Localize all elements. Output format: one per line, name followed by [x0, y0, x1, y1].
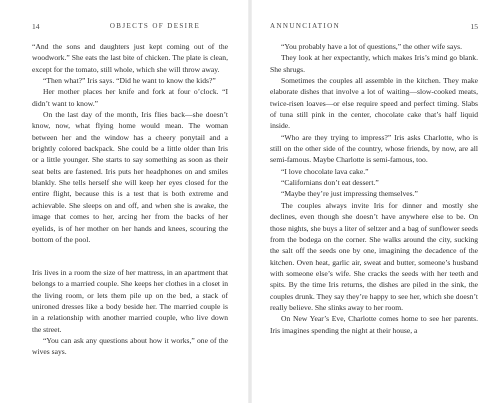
- paragraph: “Californians don’t eat dessert.”: [281, 178, 379, 188]
- page-number-right: 15: [470, 22, 478, 31]
- paragraph: “You can ask any questions about how it works,” one of the wives says.: [32, 336, 228, 357]
- right-body-text: [270, 41, 478, 336]
- paragraph: “Then what?” Iris says. “Did he want to know the kids?”: [43, 76, 216, 86]
- paragraph: Sometimes the couples all assemble in the kitchen. They make elaborate dishes that involve a lot of waiting—slow-cooked meats, twice-risen loaves—or else require speed and perfect timing. Slabs of tuna still pink in the center, chocolate cake that’s half liquid inside.: [270, 76, 478, 131]
- paragraph: “I love chocolate lava cake.”: [281, 166, 369, 176]
- paragraph: Her mother places her knife and fork at four o’clock. “I didn’t want to know.”: [32, 87, 228, 108]
- running-head-left: OBJECTS OF DESIRE: [109, 22, 201, 30]
- page-number-left: 14: [32, 22, 40, 31]
- left-section-two: [32, 267, 228, 358]
- paragraph: On New Year’s Eve, Charlotte comes home to see her parents. Iris imagines spending the night at their house, a: [270, 314, 478, 335]
- paragraph: “Who are they trying to impress?” Iris asks Charlotte, who is still on the other side of the country, whose friends, by now, are all semi-famous. Maybe Charlotte is semi-famous, too.: [270, 132, 478, 165]
- running-head-right: ANNUNCIATION: [270, 22, 341, 30]
- paragraph: Iris lives in a room the size of her mattress, in an apartment that belongs to a married couple. She keeps her clothes in a closet in the living room, or lets them pile up on the bed, a stack of unironed dresses like a body beside her. The married couple is in a relationship with another married couple, who live down the street.: [32, 268, 228, 334]
- paragraph: The couples always invite Iris for dinner and mostly she declines, even though she doesn’t have anywhere else to be. On those nights, she buys a liter of seltzer and a bag of sunflower seeds from the bodega on the corner. She walks around the city, sucking the salt off the seeds one by one, imagining the decadence of the kitchen. Oven heat, garlic air, sweat and butter, someone’s husband with someone else’s wife. She cracks the seeds with her teeth and spits. By the time Iris returns, the dishes are piled in the sink, the couples drunk. They say they’re happy to see her, which she doesn’t really believe. She slinks away to her room.: [270, 200, 478, 312]
- paragraph: “And the sons and daughters just kept coming out of the woodwork.” She eats the last bite of chicken. The plate is clean, except for the tomato, still whole, which she will throw away.: [32, 42, 228, 74]
- right-page: [250, 0, 500, 403]
- paragraph: They look at her expectantly, which makes Iris’s mind go blank. She shrugs.: [270, 53, 478, 74]
- left-section-one: [32, 41, 228, 245]
- paragraph: “You probably have a lot of questions,” the other wife says.: [281, 42, 463, 51]
- paragraph: On the last day of the month, Iris flies back—she doesn’t know, now, what flying home would mean. The woman between her and the window has a cheery ponytail and a brightly colored backpack. She could be a little older than Iris or a little younger. She starts to say something as soon as their seat belts are fastened. Iris puts her headphones on and smiles blankly. She tells herself she will keep her eyes closed for the entire flight, because this is a test that is both extreme and achievable. She sleeps on and off, and when she is awake, the image that comes to her, arcing her from the backs of her eyelids, is of her mother on her hands and knees, scouring the bottom of the pool.: [32, 110, 228, 244]
- paragraph: “Maybe they’re just impressing themselves.”: [281, 189, 418, 199]
